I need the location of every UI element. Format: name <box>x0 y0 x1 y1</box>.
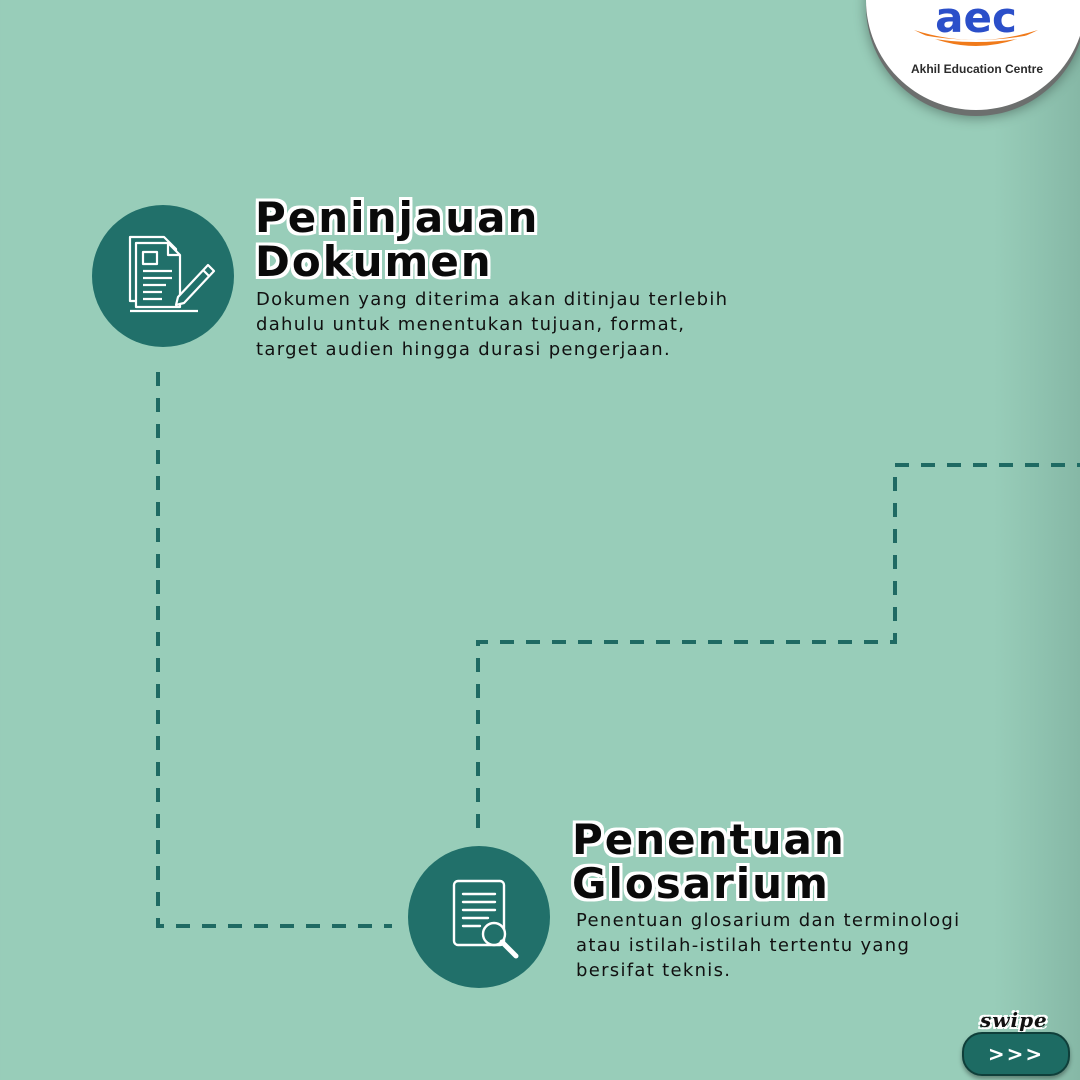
step-1-title-line1: Peninjauan <box>255 193 540 242</box>
step-1-description-line: target audien hingga durasi pengerjaan. <box>256 339 672 360</box>
step-2-description-line: Penentuan glosarium dan terminologi <box>576 910 961 931</box>
brand-name: Akhil Education Centre <box>910 62 1044 76</box>
swipe-label: swipe <box>980 1008 1048 1032</box>
aec-logo-mark <box>906 0 1046 50</box>
step-2-icon-circle <box>408 846 550 988</box>
step-2-title-line1: Penentuan <box>572 815 846 864</box>
step-2-description-line: bersifat teknis. <box>576 960 732 981</box>
swipe-next-button[interactable]: >>> <box>962 1032 1070 1076</box>
step-1-description-line: Dokumen yang diterima akan ditinjau terlebih <box>256 289 729 310</box>
step-2-title-line2: Glosarium <box>572 859 830 908</box>
step-1-icon-circle <box>92 205 234 347</box>
step-2-description-line: atau istilah-istilah tertentu yang <box>576 935 911 956</box>
document-edit-icon <box>92 205 234 347</box>
step-2-description <box>576 908 996 983</box>
step-2-title <box>572 815 846 908</box>
step-1-description <box>256 287 776 362</box>
step-1-description-line: dahulu untuk menentukan tujuan, format, <box>256 314 686 335</box>
document-search-icon <box>408 846 550 988</box>
step-1-title <box>255 193 540 286</box>
step-1-title-line2: Dokumen <box>255 237 493 286</box>
svg-text:aec: aec <box>935 0 1017 42</box>
